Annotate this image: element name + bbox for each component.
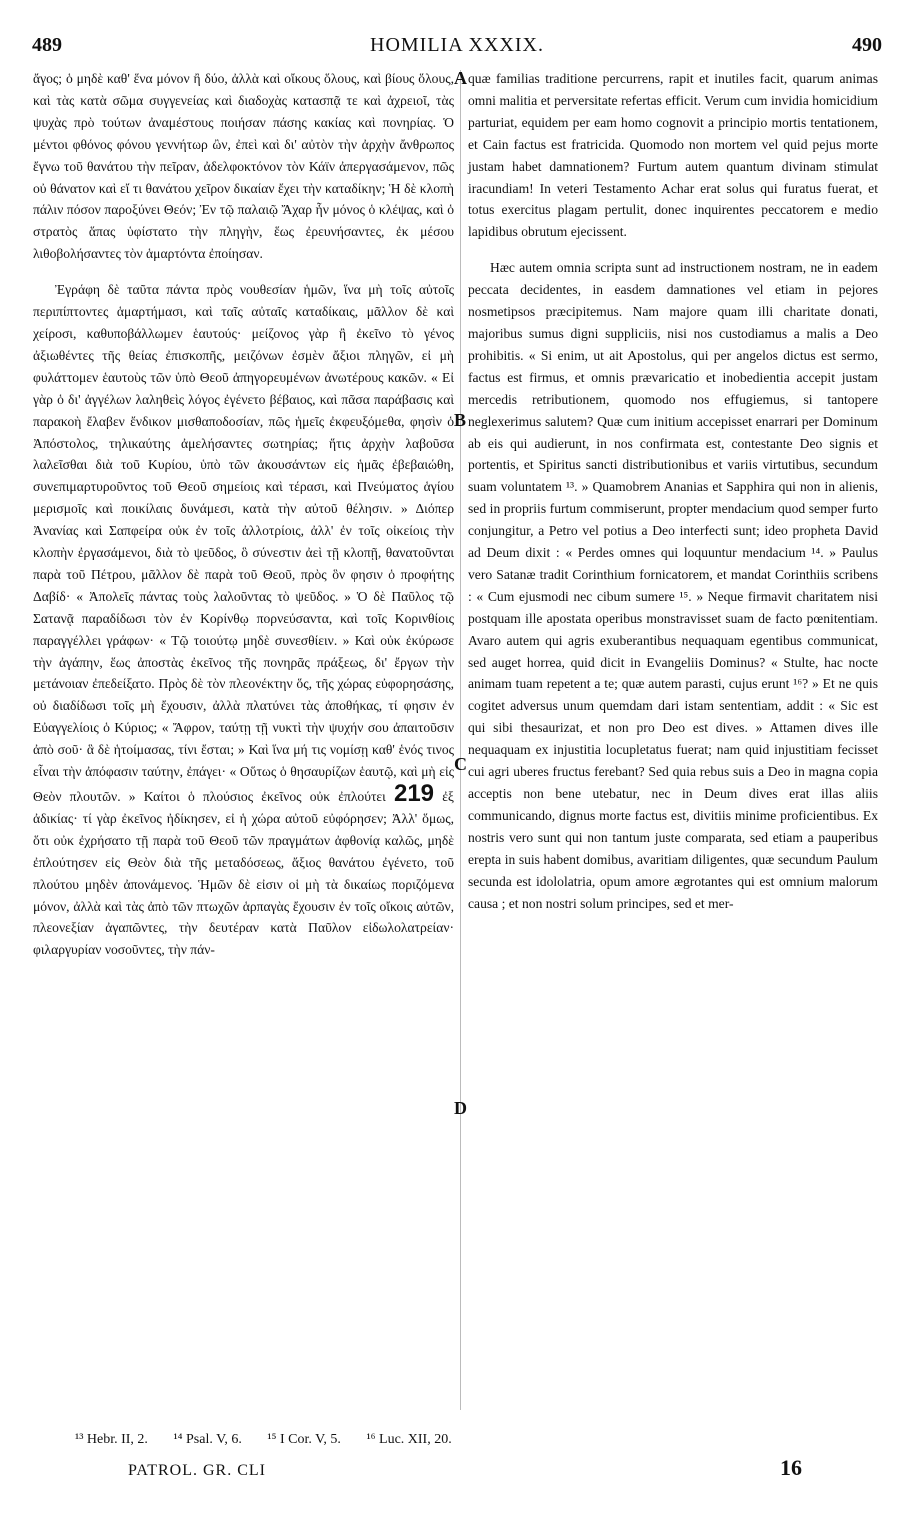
latin-paragraph-1: quæ familias traditione percurrens, rapit et inutiles facit, quarum animas omni malitia et perversitate refertas efficit. Verum cum invidia homicidium parturiat, equidem per eam homo cognovit a principio mortis tentationem, et Cain factus est fratricida. Quomodo non mortem vel quid pejus morte justam habet damnationem? Furtum autem quantum divinam stimulat iracundiam! In veteri Testamento Achar erat solus qui furatus fuerat, et totus exercitus plagam pertulit, donec inquirentes peccatorem e medio lapidibus obrutum ejecissent. — [468, 71, 878, 240]
signature-number: 16 — [780, 1455, 802, 1480]
footnote: ¹⁵ I Cor. V, 5. — [267, 1432, 341, 1447]
latin-column — [468, 68, 878, 914]
latin-paragraph-2: Hæc autem omnia scripta sunt ad instructionem nostram, ne in eadem peccata decidentes, in easdem damnationes vel etiam in pejores nosmetipsos præcipitemus. Nam majore quam illi charitate donati, majoribus sumus digni suppliciis, nisi nos custodiamus a malis a Deo prohibitis. « Si enim, ut ait Apostolus, qui per angelos dictus est sermo, factus est firmus, et omnis prævaricatio et inobedientia accepit justam mercedis retributionem, quomodo nos effugiemus, si tantopere neglexerimus salutem? Quæ cum initium accepisset enarrari per Dominum ab eis qui audierunt, in nos confirmata est, contestante Deo signis et portentis, et Spiritus sancti distributionibus et variis virtutibus, secundum suam voluntatem ¹³. » Quamobrem Ananias et Sapphira qui non in alienis, sed in propriis furtum commiserunt, propter mendacium quod semper furto conjungitur, a Petro vel potius a Deo interfecti sunt; ideo propheta David ad Deum dixit : « Perdes omnes qui loquuntur mendacium ¹⁴. » Paulus vero Satanæ tradit Corinthium fornicatorem, et mandat Corinthiis scribens : « Cum ejusmodi nec cibum sumere ¹⁵. » Neque firmavit charitatem nisi postquam ille apostata operibus monstravisset suam de facto pœnitentiam. Avaro autem qui agris exuberantibus nequaquam egentibus communicat, sed auget horrea, quid dicit in Evangeliis Dominus? « Stulte, hac nocte animam tuam repetent a te; quæ autem parasti, cujus erunt ¹⁶? » Et ne quis cogitet adversus unum quemdam dari istam sententiam, addit : « Sic est qui sibi thesaurizat, et non pro Deo est dives. » Attamen dives ille nequaquam ex injustitia locupletatus fuerat; nam quid injustitiam fecisset cui agri uberes fructus ferebant? Sed quia rebus suis a Deo in magna copia acceptis non bene utebatur, nec in Deum dives erat illas aliis communicando, dignus morte factus est, divitiis minime proficientibus. Ex nostris vero sunt qui non tantum juste comparata, sed etiam a pauperibus erepta in suis habent domibus, avaritiam diligentes, quæ secundum Paulum secunda est idololatria, opum amore ægrotantes qui est omnium malorum causa ; et non nostri solum principes, sed et mer- — [468, 260, 878, 911]
column-number: 219 — [393, 780, 435, 807]
page-number-left: 489 — [32, 34, 62, 56]
greek-paragraph-2-part-b: ἐξ ἀδικίας· τί γὰρ ἐκεῖνος ἠδίκησεν, εἰ ἡ χώρα αὐτοῦ εὐφόρησεν; Ἀλλ' ὅμως, ὅτι οὐκ ἐχρήσατο τῇ παρὰ τοῦ Θεοῦ τῶν πραγμάτων ἀφθονίᾳ καλῶς, μηδὲ ἐπλούτησεν εἰς Θεὸν διὰ τῆς μεταδόσεως, ἄξιος θανάτου ἐγένετο, τοῦ πλούτου μηδὲν ἀπονάμενος. Ἡμῶν δὲ εἰσιν οἱ μὴ τὰ δικαίως ποριζόμενα μόνον, ἀλλὰ καὶ τὰς ἀπὸ τῶν πτωχῶν ἁρπαγὰς ἔχουσιν ἐν τοῖς οἴκοις αὐτῶν, πλεονεξίαν ἀγαπῶντες, τὴν δευτέραν κατὰ Παῦλον εἰδωλολατρείαν· φιλαργυρίαν νοσοῦντες, τὴν πάν- — [33, 789, 454, 958]
page-number-right: 490 — [852, 34, 882, 56]
greek-paragraph-2-part-a: Ἐγράφη δὲ ταῦτα πάντα πρὸς νουθεσίαν ἡμῶν, ἵνα μὴ τοῖς αὐτοῖς περιπίπτοντες ἁμαρτήμασι, καὶ ταῖς αὐταῖς καταδίκαις, μᾶλλον δὲ καὶ χείροσι, καθυποβάλλωμεν ἑαυτούς· μείζονος γὰρ ἢ ἐκεῖνο τὸ γένος ἀξιωθέντες τῆς θείας ἐπισκοπῆς, μειζόνων ἐσμὲν ἄξιοι πληγῶν, εἰ μὴ φυλάττομεν ἑαυτοὺς τῶν ὑπὸ Θεοῦ ἀπηγορευμένων ἀνωτέρους κακῶν. « Εἰ γὰρ ὁ δι' ἀγγέλων λαληθεὶς λόγος ἐγένετο βέβαιος, καὶ πᾶσα παράβασις καὶ παρακοὴ ἔλαβεν ἔνδικον μισθαποδοσίαν, πῶς ἡμεῖς ἐκφευξόμεθα, φησὶν ὁ Ἀπόστολος, τηλικαύτης ἀμελήσαντες σωτηρίας; ἥτις ἀρχὴν λαβοῦσα λαλεῖσθαι διὰ τοῦ Κυρίου, ὑπὸ τῶν ἀκουσάντων εἰς ἡμᾶς ἐβεβαιώθη, συνεπιμαρτυροῦντος τοῦ Θεοῦ σημείοις καὶ τέρασι, καὶ Πνεύματος ἁγίου μερισμοῖς καὶ ποικίλαις δυνάμεσι, κατὰ τὴν αὐτοῦ θέλησιν. » Διόπερ Ἀνανίας καὶ Σαπφείρα οὐκ ἐν τοῖς ἀλλοτρίοις, ἀλλ' ἐν τοῖς οἰκείοις τὴν κλοπὴν ἐργασάμενοι, διὰ τὸ ψεῦδος, ὃ σύνεστιν ἀεὶ τῇ κλοπῇ, θανατοῦνται παρὰ τοῦ Πέτρου, μᾶλλον δὲ παρὰ τοῦ Θεοῦ, πρὸς ὃν φησιν ὁ προφήτης Δαβίδ· « Ἀπολεῖς πάντας τοὺς λαλοῦντας τὸ ψεῦδος. » Ὁ δὲ Παῦλος τῷ Σατανᾷ παραδίδωσι τὸν ἐν Κορίνθῳ πορνεύσαντα, καὶ τοῖς Κορινθίοις παραγγέλλει γράφων· « Τῷ τοιούτῳ μηδὲ συνεσθίειν. » Καὶ οὐκ ἐκύρωσε τὴν ἀγάπην, ἕως ἀποστὰς ἐκεῖνος τῆς πονηρᾶς πράξεως, δι' ἔργων τὴν μετάνοιαν ἐπεδείξατο. Πρὸς δὲ τὸν πλεονέκτην ὅς, τῆς χώρας εὐφορησάσης, οὐ διαδίδωσι τοῖς μὴ ἔχουσιν, ἀλλὰ πλατύνει τὰς ἀποθήκας, τί φησιν ἐν Εὐαγγελίοις ὁ Κύριος; « Ἄφρον, ταύτῃ τῇ νυκτὶ τὴν ψυχήν σου ἀπαιτοῦσιν ἀπὸ σοῦ· ἃ δὲ ἡτοίμασας, τίνι ἔσται; » Καὶ ἵνα μή τις νομίσῃ καθ' ἑνός τινος εἶναι τὴν ἀπόφασιν ταύτην, ἐπάγει· « Οὕτως ὁ θησαυρίζων ἑαυτῷ, καὶ μὴ εἰς Θεὸν πλουτῶν. » Καίτοι ὁ πλούσιος ἐκεῖνος οὐκ ἐπλούτει — [33, 282, 454, 804]
footnote: ¹⁶ Luc. XII, 20. — [366, 1432, 452, 1447]
section-marker-b: B — [454, 410, 467, 430]
section-marker-d: D — [454, 1098, 467, 1118]
running-title: HOMILIA XXXIX. — [370, 34, 544, 56]
footnotes — [75, 1432, 855, 1448]
footnote: ¹⁴ Psal. V, 6. — [173, 1432, 242, 1447]
greek-paragraph-2 — [33, 279, 454, 961]
greek-paragraph-1: ἄγος; ὁ μηδὲ καθ' ἕνα μόνον ἢ δύο, ἀλλὰ καὶ οἴκους ὅλους, καὶ βίους ὅλους, καὶ τὰς κατὰ σῶμα συγγενείας καὶ διαδοχὰς κατασπᾷ τε καὶ ἀχρειοῖ, τὰς ψυχὰς πρὸ τούτων ἀναμέστους ποιήσαν πάσης κακίας καὶ πονηρίας. Ὁ μέντοι φθόνος φόνου γεννήτωρ ὢν, ἐπεὶ καὶ δι' αὐτὸν τὴν ἀρχὴν ἄνθρωπος ἔγνω τοῦ θανάτου τὴν πεῖραν, ἀδελφοκτόνον τὸν Κάϊν ἀπεργασάμενον, πῶς οὐ θάνατον καὶ εἴ τι θανάτου χεῖρον δικαίαν ἔχει τὴν καταδίκην; Ἡ δὲ κλοπὴ πάλιν πόσον παροξύνει Θεόν; Ἐν τῷ παλαιῷ Ἄχαρ ἦν μόνος ὁ κλέψας, καὶ ὁ στρατὸς ἅπας ὑφίστατο τὴν πληγὴν, ἕως ἐρευνήσαντες, ἐκ μέσου λιθοβολήσαντες τὸν ἁμαρτόντα ἐποίησαν. — [33, 71, 454, 262]
signature-line: PATROL. GR. CLI — [128, 1462, 266, 1479]
column-divider — [460, 70, 461, 1410]
greek-column — [33, 68, 454, 961]
section-marker-a: A — [454, 68, 467, 88]
running-header — [32, 34, 882, 64]
section-marker-c: C — [454, 754, 467, 774]
footnote: ¹³ Hebr. II, 2. — [75, 1432, 148, 1447]
